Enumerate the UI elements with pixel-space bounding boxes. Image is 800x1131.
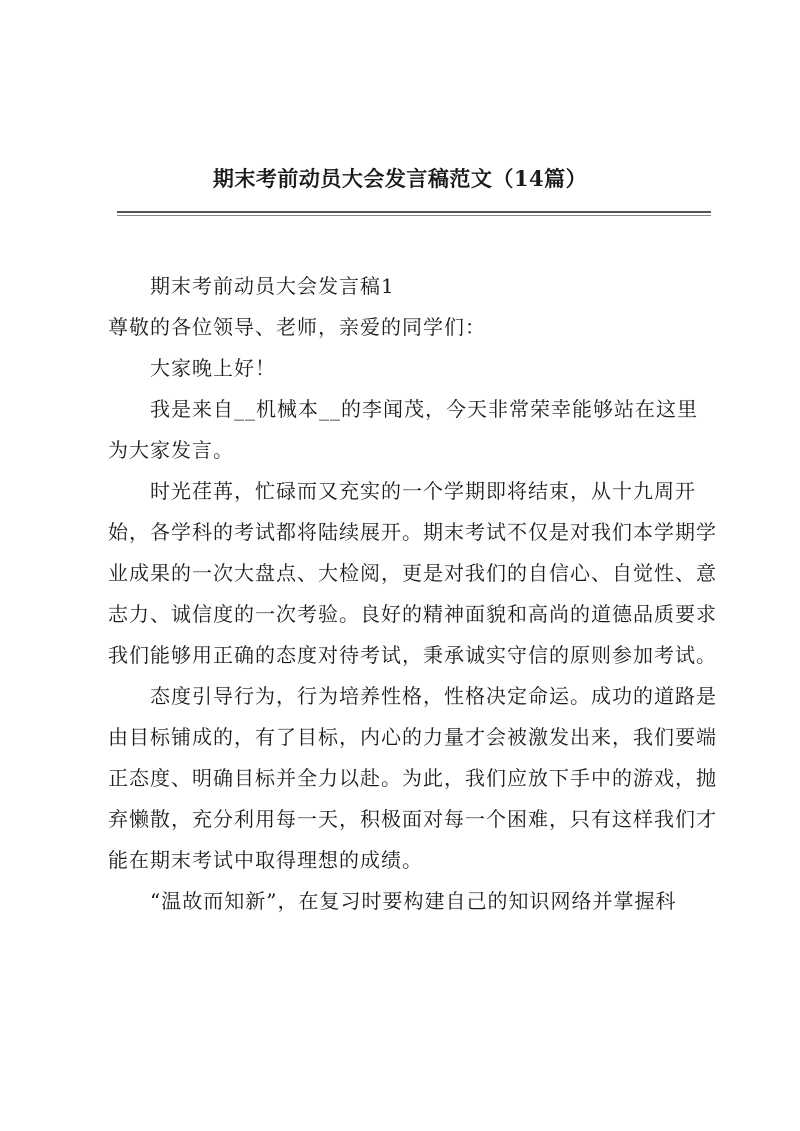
paragraph: 我是来自__机械本__的李闻茂，今天非常荣幸能够站在这里为大家发言。	[108, 397, 698, 462]
greeting: 大家晚上好！	[150, 356, 276, 380]
paragraph: 态度引导行为，行为培养性格，性格决定命运。成功的道路是由目标铺成的，有了目标，内心的力量才会被激发出来，我们要端正态度、明确目标并全力以赴。为此，我们应放下手中的游戏，抛弃懒散，充分利用每一天，积极面对每一个困难，只有这样我们才能在期末考试中取得理想的成绩。	[108, 684, 717, 872]
document-body	[108, 266, 718, 922]
section-heading: 期末考前动员大会发言稿1	[150, 274, 395, 298]
paragraph: 时光荏苒，忙碌而又充实的一个学期即将结束，从十九周开始，各学科的考试都将陆续展开。期末考试不仅是对我们本学期学业成果的一次大盘点、大检阅，更是对我们的自信心、自觉性、意志力、诚信度的一次考验。良好的精神面貌和高尚的道德品质要求我们能够用正确的态度对待考试，秉承诚实守信的原则参加考试。	[108, 479, 717, 667]
document-title: 期末考前动员大会发言稿范文（14篇）	[212, 166, 588, 191]
paragraph: “温故而知新”，在复习时要构建自己的知识网络并掌握科	[150, 889, 677, 913]
salutation: 尊敬的各位领导、老师，亲爱的同学们：	[108, 315, 486, 339]
